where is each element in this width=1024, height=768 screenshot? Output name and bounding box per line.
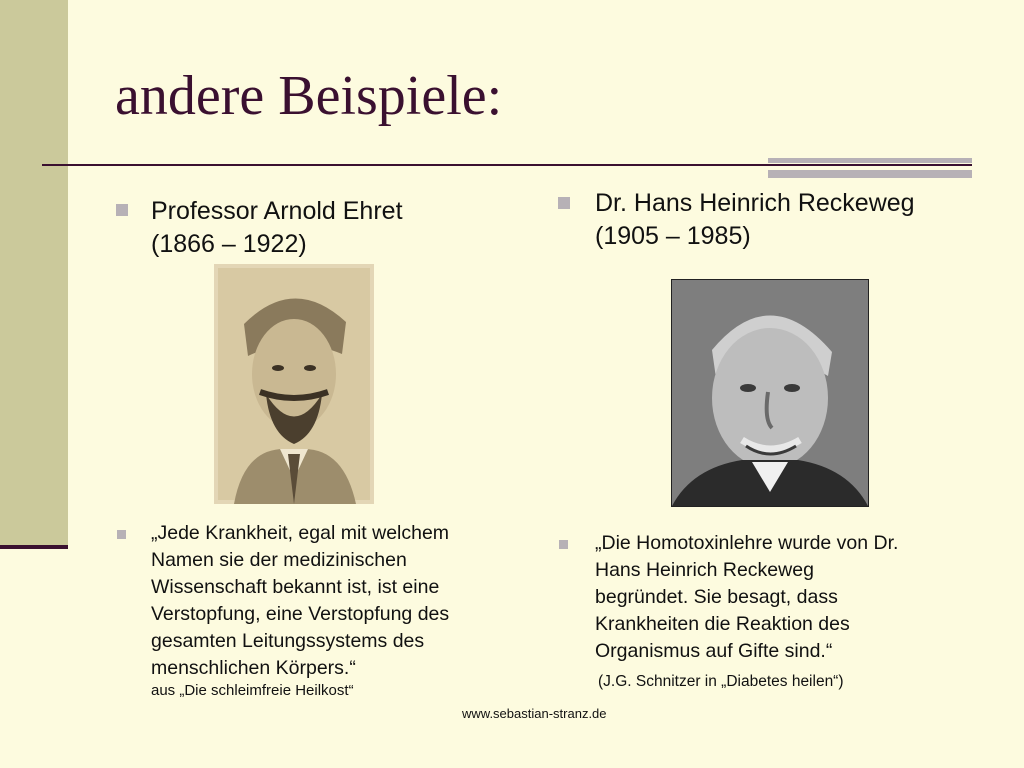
quote-line: Wissenschaft bekannt ist, ist eine: [151, 576, 440, 598]
right-source: (J.G. Schnitzer in „Diabetes heilen“): [598, 673, 844, 690]
side-band: [0, 0, 68, 545]
left-source: aus „Die schleimfreie Heilkost“: [151, 682, 354, 699]
left-heading-name: Professor Arnold Ehret: [151, 197, 403, 225]
bullet-icon: [559, 540, 568, 549]
quote-line: Krankheiten die Reaktion des: [595, 613, 850, 635]
right-heading: [595, 187, 915, 253]
portrait-arnold-ehret-image: [214, 264, 374, 504]
portrait-hans-heinrich-reckeweg: [671, 279, 869, 507]
footer-website: www.sebastian-stranz.de: [462, 706, 607, 721]
left-heading: [151, 195, 403, 261]
title-accent-bar-lower: [768, 170, 972, 178]
right-quote: [595, 530, 898, 665]
portrait-reckeweg-image: [672, 280, 868, 506]
right-heading-years: (1905 – 1985): [595, 222, 751, 250]
slide-title: andere Beispiele:: [115, 65, 503, 127]
quote-line: Namen sie der medizinischen: [151, 549, 407, 571]
portrait-arnold-ehret: [214, 264, 374, 504]
quote-line: „Jede Krankheit, egal mit welchem: [151, 522, 450, 544]
right-heading-name: Dr. Hans Heinrich Reckeweg: [595, 189, 915, 217]
quote-line: gesamten Leitungssystems des: [151, 630, 425, 652]
quote-line: „Die Homotoxinlehre wurde von Dr.: [595, 532, 899, 554]
title-rule: [42, 164, 972, 166]
quote-line: menschlichen Körpers.“: [151, 657, 356, 679]
bullet-icon: [558, 197, 570, 209]
quote-line: Verstopfung, eine Verstopfung des: [151, 603, 450, 625]
left-quote: [151, 520, 449, 700]
quote-line: Hans Heinrich Reckeweg: [595, 559, 814, 581]
side-band-line: [0, 545, 68, 549]
left-heading-years: (1866 – 1922): [151, 230, 307, 258]
bullet-icon: [117, 530, 126, 539]
bullet-icon: [116, 204, 128, 216]
title-accent-bar: [768, 158, 972, 163]
quote-line: Organismus auf Gifte sind.“: [595, 640, 833, 662]
quote-line: begründet. Sie besagt, dass: [595, 586, 838, 608]
